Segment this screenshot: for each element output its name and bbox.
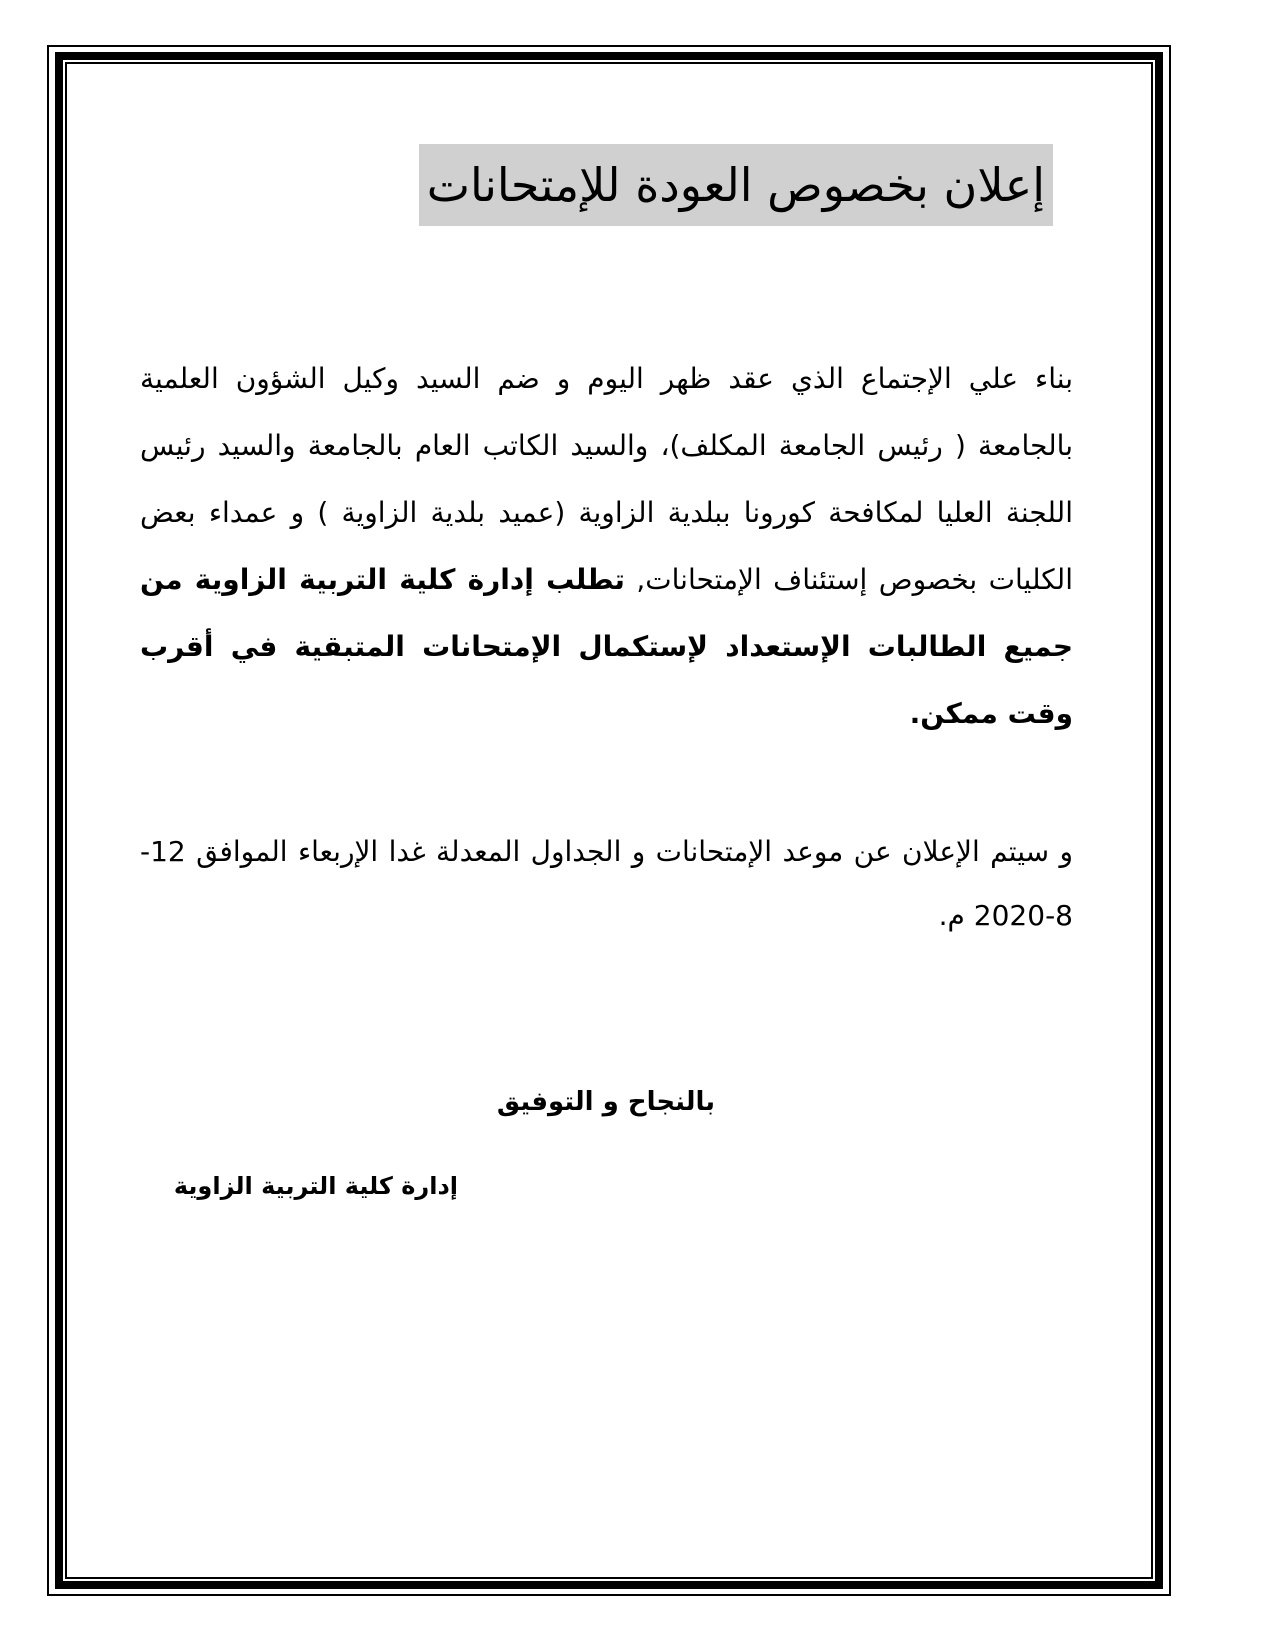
announcement-title: إعلان بخصوص العودة للإمتحانات <box>419 144 1053 226</box>
announcement-paragraph-2: و سيتم الإعلان عن موعد الإمتحانات و الجداول المعدلة غدا الإربعاء الموافق 12-8-2020 م. <box>140 835 1073 932</box>
paragraph-1-emphasis: تطلب إدارة كلية التربية الزاوية من جميع الطالبات الإستعداد لإستكمال الإمتحانات المتبقية في أقرب وقت ممكن. <box>140 563 1073 730</box>
announcement-paragraph-1 <box>140 345 1073 747</box>
signature-line: إدارة كلية التربية الزاوية <box>173 1172 458 1200</box>
paragraph-1-intro: بناء علي الإجتماع الذي عقد ظهر اليوم و ضم السيد وكيل الشؤون العلمية بالجامعة ( رئيس الجامعة المكلف)، والسيد الكاتب العام بالجامعة والسيد رئيس اللجنة العليا لمكافحة كورونا ببلدية الزاوية (عميد بلدية الزاوية ) و عمداء بعض الكليات بخصوص إستئناف الإمتحانات, <box>140 362 1073 596</box>
closing-line: بالنجاح و التوفيق <box>496 1087 715 1117</box>
